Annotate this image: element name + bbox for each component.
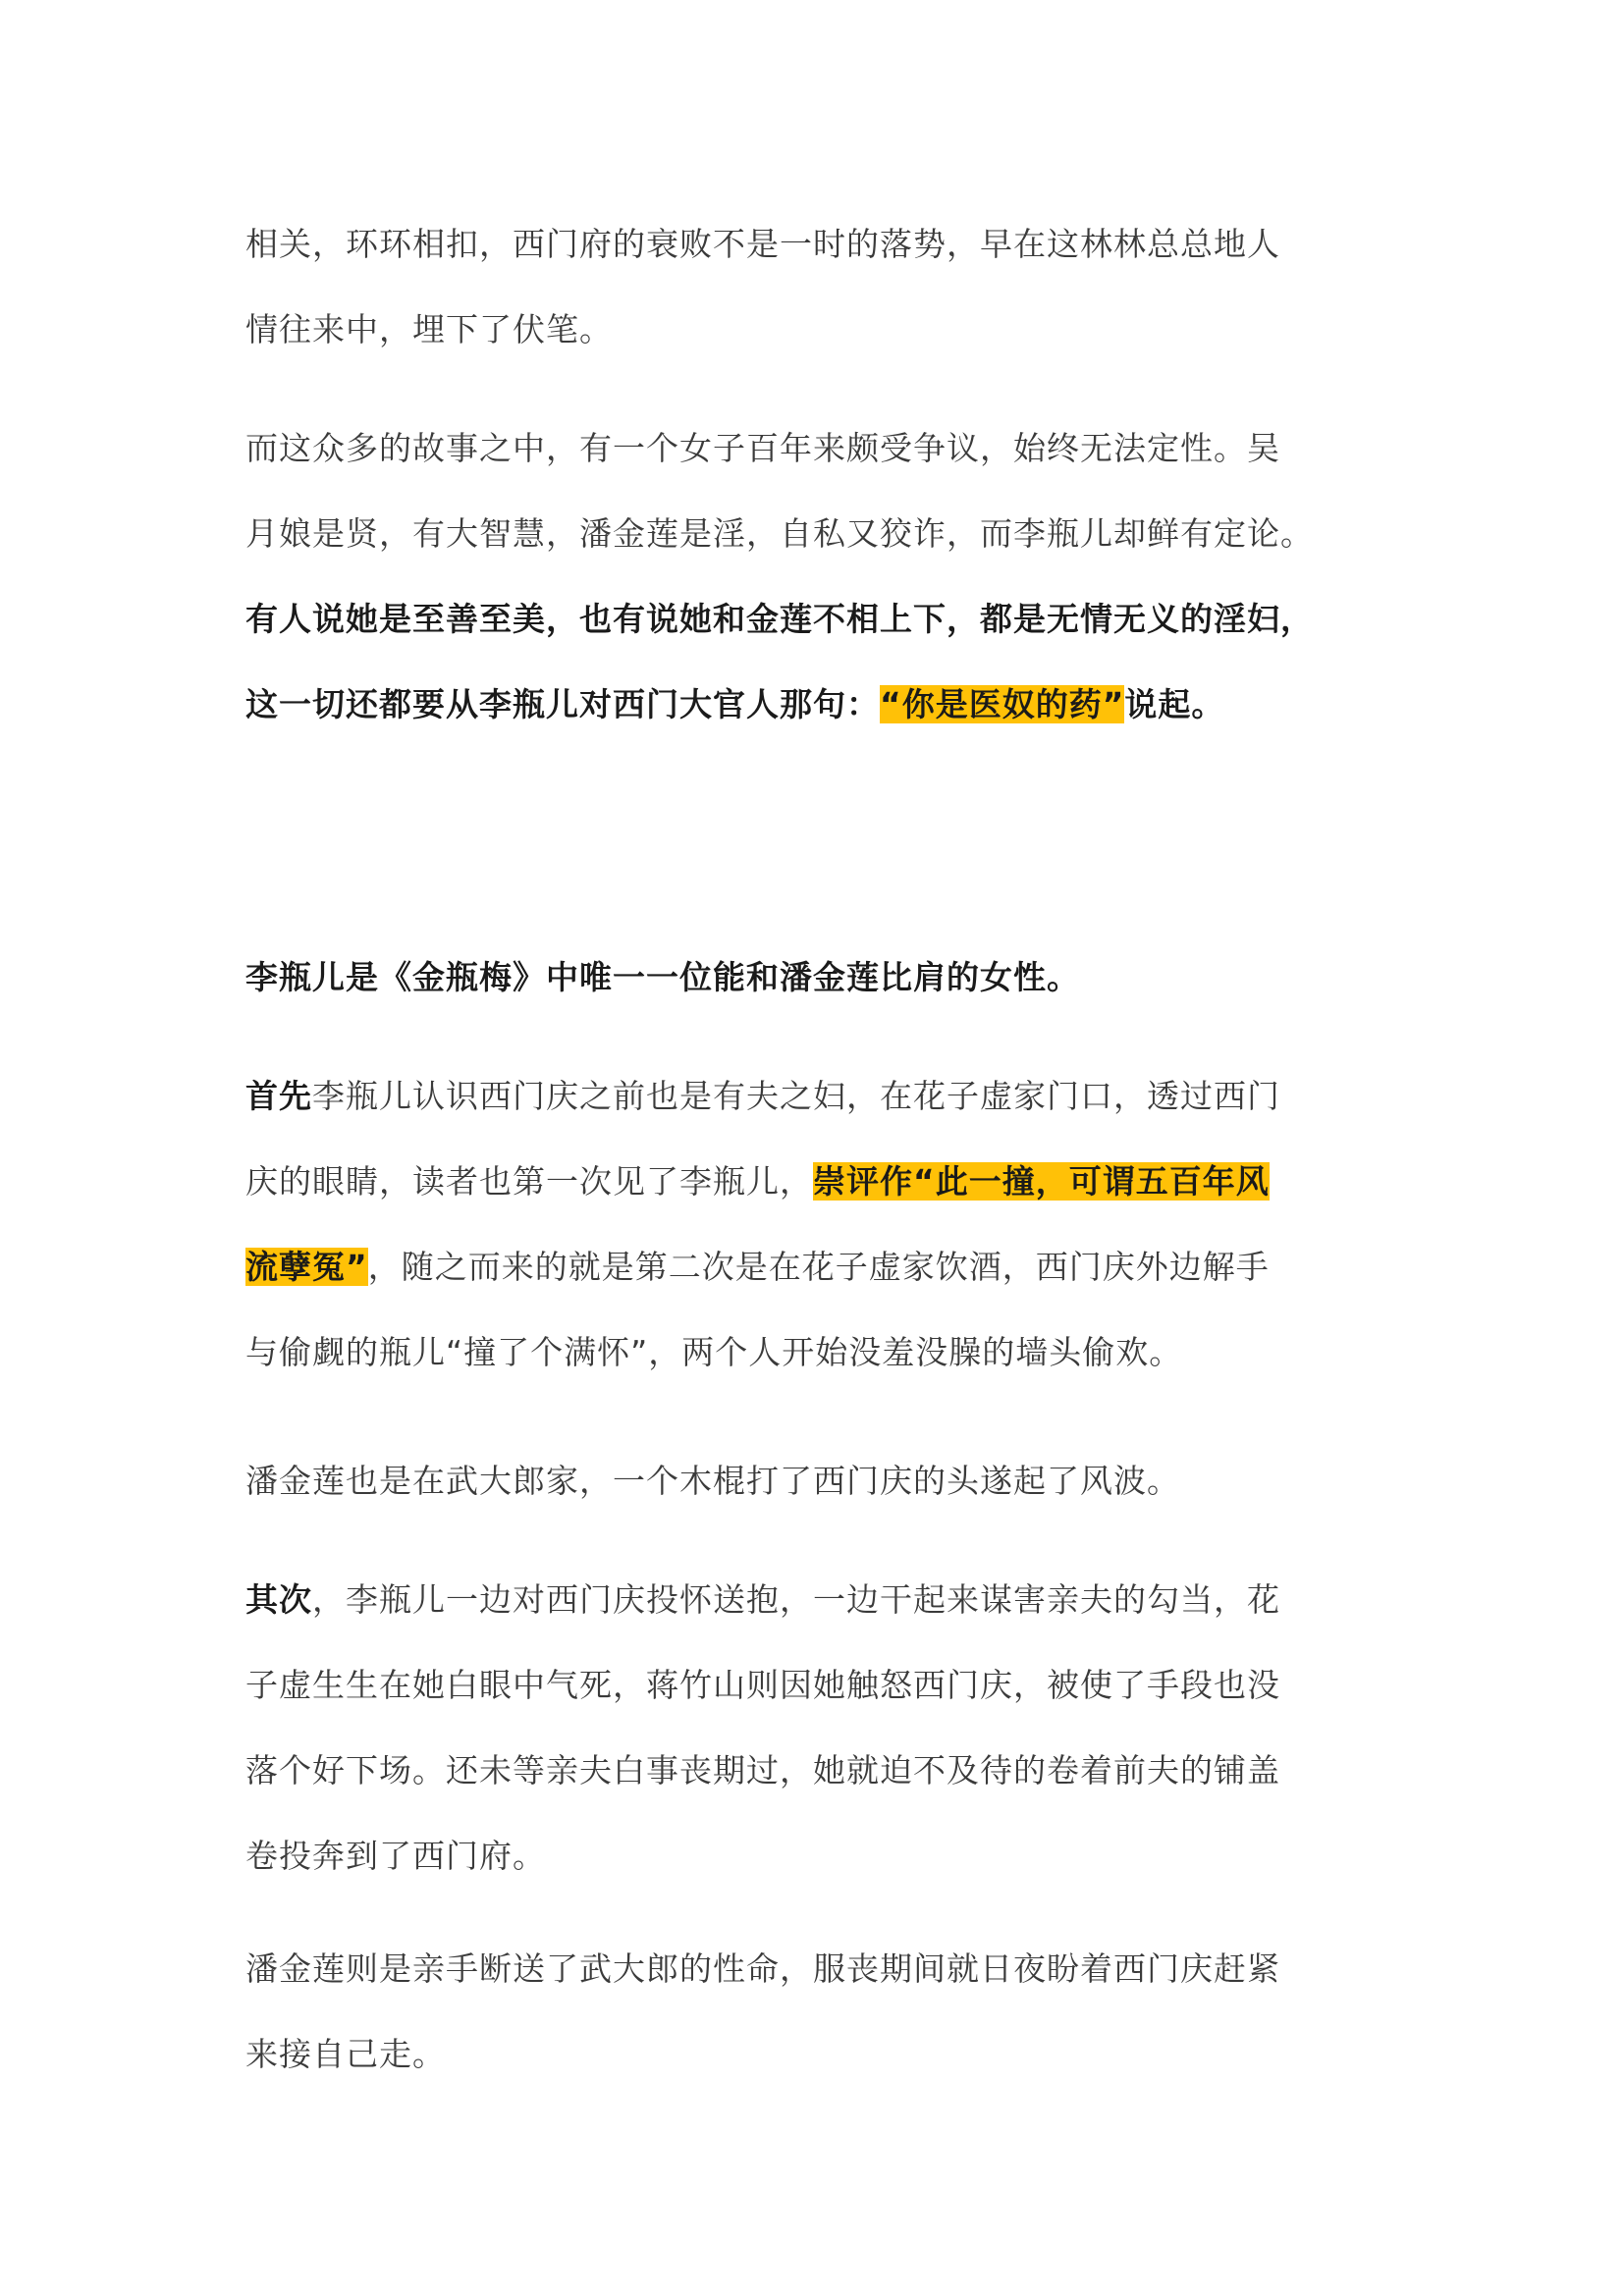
text-line: 落个好下场。还未等亲夫白事丧期过，她就迫不及待的卷着前夫的铺盖: [245, 1751, 1280, 1789]
bold-keyword: 其次: [245, 1580, 312, 1619]
bold-text-line: 有人说她是至善至美，也有说她和金莲不相上下，都是无情无义的淫妇，: [245, 600, 1314, 638]
section-heading: [245, 934, 1384, 1020]
paragraph-5: [245, 1557, 1384, 1898]
text-line: 与偷觑的瓶儿“撞了个满怀”，两个人开始没羞没臊的墙头偷欢。: [245, 1333, 1183, 1371]
text: ，李瓶儿一边对西门庆投怀送抱，一边干起来谋害亲夫的勾当，花: [312, 1580, 1280, 1619]
text-line: [245, 1139, 1384, 1224]
highlighted-quote: 崇评作“此一撞，可谓五百年风: [813, 1162, 1270, 1201]
highlighted-quote: “你是医奴的药”: [880, 685, 1125, 723]
bold-text-line: [245, 662, 1384, 747]
text-line: 来接自己走。: [245, 2035, 446, 2073]
text-line: 卷投奔到了西门府。: [245, 1837, 546, 1875]
text-line: 月娘是贤，有大智慧，潘金莲是淫，自私又狡诈，而李瓶儿却鲜有定论。: [245, 514, 1314, 553]
bold-text: 这一切还都要从李瓶儿对西门大官人那句：: [245, 685, 880, 723]
highlighted-quote: 流孽冤”: [245, 1248, 368, 1286]
text-line: [245, 1224, 1384, 1309]
text-line: 潘金莲也是在武大郎家，一个木棍打了西门庆的头遂起了风波。: [245, 1462, 1180, 1500]
paragraph-3: [245, 1053, 1384, 1395]
bold-keyword: 首先: [245, 1077, 312, 1115]
paragraph-1: [245, 201, 1384, 372]
text-line: 相关，环环相扣，西门府的衰败不是一时的落势，早在这林林总总地人: [245, 225, 1280, 263]
bold-text: 说起。: [1124, 685, 1225, 723]
text-line: 而这众多的故事之中，有一个女子百年来颇受争议，始终无法定性。吴: [245, 429, 1280, 467]
heading-text: 李瓶儿是《金瓶梅》中唯一一位能和潘金莲比肩的女性。: [245, 958, 1080, 996]
text-line: [245, 1557, 1384, 1642]
text: 庆的眼睛，读者也第一次见了李瓶儿，: [245, 1162, 813, 1201]
text-line: 情往来中，埋下了伏笔。: [245, 310, 613, 348]
text-line: [245, 1053, 1384, 1139]
text-line: 子虚生生在她白眼中气死，蒋竹山则因她触怒西门庆，被使了手段也没: [245, 1666, 1280, 1704]
paragraph-2: [245, 405, 1384, 747]
paragraph-4: [245, 1438, 1384, 1523]
text: ，随之而来的就是第二次是在花子虚家饮酒，西门庆外边解手: [367, 1248, 1270, 1286]
paragraph-6: [245, 1926, 1384, 2097]
text: 李瓶儿认识西门庆之前也是有夫之妇，在花子虚家门口，透过西门: [312, 1077, 1280, 1115]
text-line: 潘金莲则是亲手断送了武大郎的性命，服丧期间就日夜盼着西门庆赶紧: [245, 1949, 1280, 1988]
